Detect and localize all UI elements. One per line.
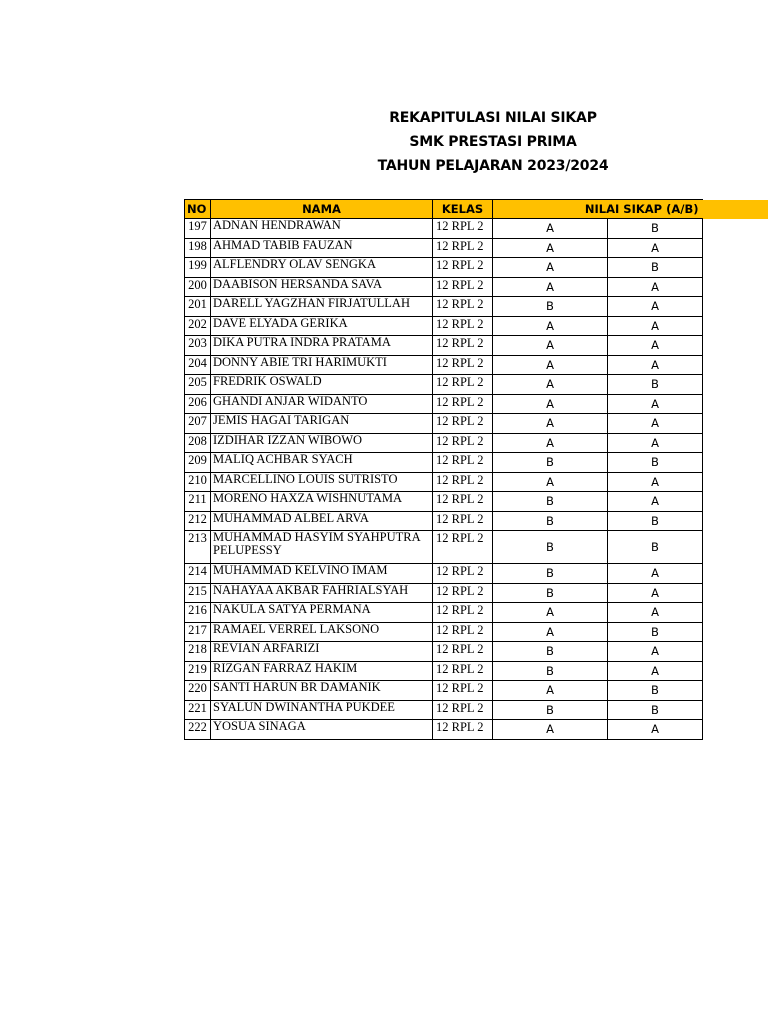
student-name: DIKA PUTRA INDRA PRATAMA <box>211 336 433 356</box>
table-row <box>185 564 703 584</box>
student-name: MALIQ ACHBAR SYACH <box>211 453 433 473</box>
student-name: SANTI HARUN BR DAMANIK <box>211 681 433 701</box>
class-name: 12 RPL 2 <box>433 511 493 531</box>
table-row <box>185 258 703 278</box>
grade-b: B <box>608 375 703 395</box>
class-name: 12 RPL 2 <box>433 720 493 740</box>
student-name: MORENO HAXZA WISHNUTAMA <box>211 492 433 512</box>
table-row <box>185 681 703 701</box>
row-number: 204 <box>185 355 211 375</box>
column-header-nilai-sikap: NILAI SIKAP (A/B) <box>493 200 703 219</box>
row-number: 206 <box>185 394 211 414</box>
grade-a: A <box>493 472 608 492</box>
table-row <box>185 297 703 317</box>
table-row <box>185 336 703 356</box>
table-row <box>185 453 703 473</box>
student-name: NAHAYAA AKBAR FAHRIALSYAH <box>211 583 433 603</box>
table-row <box>185 661 703 681</box>
grade-b: B <box>608 681 703 701</box>
table-header-row <box>185 200 703 219</box>
row-number: 213 <box>185 531 211 564</box>
column-header-nama: NAMA <box>211 200 433 219</box>
row-number: 198 <box>185 238 211 258</box>
report-title: REKAPITULASI NILAI SIKAP <box>389 110 597 126</box>
grade-b: A <box>608 564 703 584</box>
class-name: 12 RPL 2 <box>433 316 493 336</box>
row-number: 209 <box>185 453 211 473</box>
table-row <box>185 375 703 395</box>
table-row <box>185 583 703 603</box>
grade-a: A <box>493 720 608 740</box>
student-name: MARCELLINO LOUIS SUTRISTO <box>211 472 433 492</box>
class-name: 12 RPL 2 <box>433 603 493 623</box>
grade-b: A <box>608 238 703 258</box>
grade-b: A <box>608 414 703 434</box>
class-name: 12 RPL 2 <box>433 661 493 681</box>
header-fill-extension <box>702 200 768 219</box>
student-name: MUHAMMAD HASYIM SYAHPUTRA PELUPESSY <box>211 531 433 564</box>
grade-b: B <box>608 511 703 531</box>
student-name: NAKULA SATYA PERMANA <box>211 603 433 623</box>
class-name: 12 RPL 2 <box>433 355 493 375</box>
student-name: JEMIS HAGAI TARIGAN <box>211 414 433 434</box>
grade-b: A <box>608 433 703 453</box>
row-number: 205 <box>185 375 211 395</box>
row-number: 215 <box>185 583 211 603</box>
grade-a: B <box>493 564 608 584</box>
grade-a: B <box>493 492 608 512</box>
student-name: IZDIHAR IZZAN WIBOWO <box>211 433 433 453</box>
student-name: REVIAN ARFARIZI <box>211 642 433 662</box>
grade-b: A <box>608 661 703 681</box>
student-name: RIZGAN FARRAZ HAKIM <box>211 661 433 681</box>
grade-a: A <box>493 316 608 336</box>
row-number: 216 <box>185 603 211 623</box>
table-row <box>185 316 703 336</box>
class-name: 12 RPL 2 <box>433 622 493 642</box>
class-name: 12 RPL 2 <box>433 238 493 258</box>
student-name: AHMAD TABIB FAUZAN <box>211 238 433 258</box>
row-number: 217 <box>185 622 211 642</box>
class-name: 12 RPL 2 <box>433 336 493 356</box>
grade-b: A <box>608 394 703 414</box>
grade-b: B <box>608 258 703 278</box>
row-number: 222 <box>185 720 211 740</box>
grade-b: A <box>608 720 703 740</box>
class-name: 12 RPL 2 <box>433 472 493 492</box>
row-number: 210 <box>185 472 211 492</box>
table-row <box>185 700 703 720</box>
student-name: GHANDI ANJAR WIDANTO <box>211 394 433 414</box>
student-name: DONNY ABIE TRI HARIMUKTI <box>211 355 433 375</box>
table-row <box>185 642 703 662</box>
row-number: 214 <box>185 564 211 584</box>
table-row <box>185 472 703 492</box>
grade-b: A <box>608 583 703 603</box>
student-name: SYALUN DWINANTHA PUKDEE <box>211 700 433 720</box>
class-name: 12 RPL 2 <box>433 375 493 395</box>
grade-b: A <box>608 277 703 297</box>
class-name: 12 RPL 2 <box>433 414 493 434</box>
class-name: 12 RPL 2 <box>433 531 493 564</box>
table-row <box>185 219 703 239</box>
student-name: DARELL YAGZHAN FIRJATULLAH <box>211 297 433 317</box>
student-name: MUHAMMAD KELVINO IMAM <box>211 564 433 584</box>
row-number: 200 <box>185 277 211 297</box>
grade-a: A <box>493 355 608 375</box>
grade-a: A <box>493 219 608 239</box>
student-name: MUHAMMAD ALBEL ARVA <box>211 511 433 531</box>
grade-b: A <box>608 472 703 492</box>
grade-b: A <box>608 316 703 336</box>
student-name: ALFLENDRY OLAV SENGKA <box>211 258 433 278</box>
column-header-no: NO <box>185 200 211 219</box>
grade-a: A <box>493 622 608 642</box>
grade-b: B <box>608 219 703 239</box>
grade-b: A <box>608 336 703 356</box>
table-row <box>185 511 703 531</box>
grade-a: A <box>493 394 608 414</box>
class-name: 12 RPL 2 <box>433 453 493 473</box>
row-number: 207 <box>185 414 211 434</box>
row-number: 199 <box>185 258 211 278</box>
table-row <box>185 394 703 414</box>
grade-a: A <box>493 277 608 297</box>
class-name: 12 RPL 2 <box>433 297 493 317</box>
grade-a: B <box>493 583 608 603</box>
grade-b: B <box>608 700 703 720</box>
grade-a: B <box>493 531 608 564</box>
grade-a: B <box>493 642 608 662</box>
grade-a: B <box>493 297 608 317</box>
grade-b: B <box>608 453 703 473</box>
class-name: 12 RPL 2 <box>433 219 493 239</box>
class-name: 12 RPL 2 <box>433 394 493 414</box>
row-number: 197 <box>185 219 211 239</box>
academic-year: TAHUN PELAJARAN 2023/2024 <box>377 158 609 174</box>
row-number: 203 <box>185 336 211 356</box>
grade-a: B <box>493 661 608 681</box>
school-name: SMK PRESTASI PRIMA <box>409 134 577 150</box>
class-name: 12 RPL 2 <box>433 433 493 453</box>
table-row <box>185 492 703 512</box>
row-number: 219 <box>185 661 211 681</box>
class-name: 12 RPL 2 <box>433 492 493 512</box>
class-name: 12 RPL 2 <box>433 564 493 584</box>
row-number: 211 <box>185 492 211 512</box>
grade-a: A <box>493 375 608 395</box>
row-number: 220 <box>185 681 211 701</box>
table-row <box>185 238 703 258</box>
table-row <box>185 433 703 453</box>
class-name: 12 RPL 2 <box>433 583 493 603</box>
grade-a: A <box>493 603 608 623</box>
column-header-kelas: KELAS <box>433 200 493 219</box>
class-name: 12 RPL 2 <box>433 681 493 701</box>
student-name: RAMAEL VERREL LAKSONO <box>211 622 433 642</box>
student-name: DAABISON HERSANDA SAVA <box>211 277 433 297</box>
table-row <box>185 603 703 623</box>
table-row <box>185 355 703 375</box>
student-name: ADNAN HENDRAWAN <box>211 219 433 239</box>
class-name: 12 RPL 2 <box>433 277 493 297</box>
grade-a: A <box>493 258 608 278</box>
grade-b: A <box>608 355 703 375</box>
grade-a: A <box>493 414 608 434</box>
row-number: 201 <box>185 297 211 317</box>
grade-b: B <box>608 531 703 564</box>
table-row <box>185 720 703 740</box>
row-number: 202 <box>185 316 211 336</box>
table-row <box>185 414 703 434</box>
grade-a: A <box>493 336 608 356</box>
grade-table <box>184 199 703 740</box>
class-name: 12 RPL 2 <box>433 642 493 662</box>
row-number: 221 <box>185 700 211 720</box>
grade-b: A <box>608 603 703 623</box>
grade-b: A <box>608 642 703 662</box>
grade-a: A <box>493 238 608 258</box>
grade-a: A <box>493 433 608 453</box>
class-name: 12 RPL 2 <box>433 700 493 720</box>
table-row <box>185 531 703 564</box>
row-number: 208 <box>185 433 211 453</box>
row-number: 218 <box>185 642 211 662</box>
grade-b: A <box>608 492 703 512</box>
class-name: 12 RPL 2 <box>433 258 493 278</box>
grade-a: B <box>493 453 608 473</box>
student-name: FREDRIK OSWALD <box>211 375 433 395</box>
student-name: DAVE ELYADA GERIKA <box>211 316 433 336</box>
table-row <box>185 277 703 297</box>
grade-a: A <box>493 681 608 701</box>
grade-a: B <box>493 700 608 720</box>
grade-b: B <box>608 622 703 642</box>
row-number: 212 <box>185 511 211 531</box>
student-name: YOSUA SINAGA <box>211 720 433 740</box>
grade-b: A <box>608 297 703 317</box>
grade-a: B <box>493 511 608 531</box>
table-row <box>185 622 703 642</box>
